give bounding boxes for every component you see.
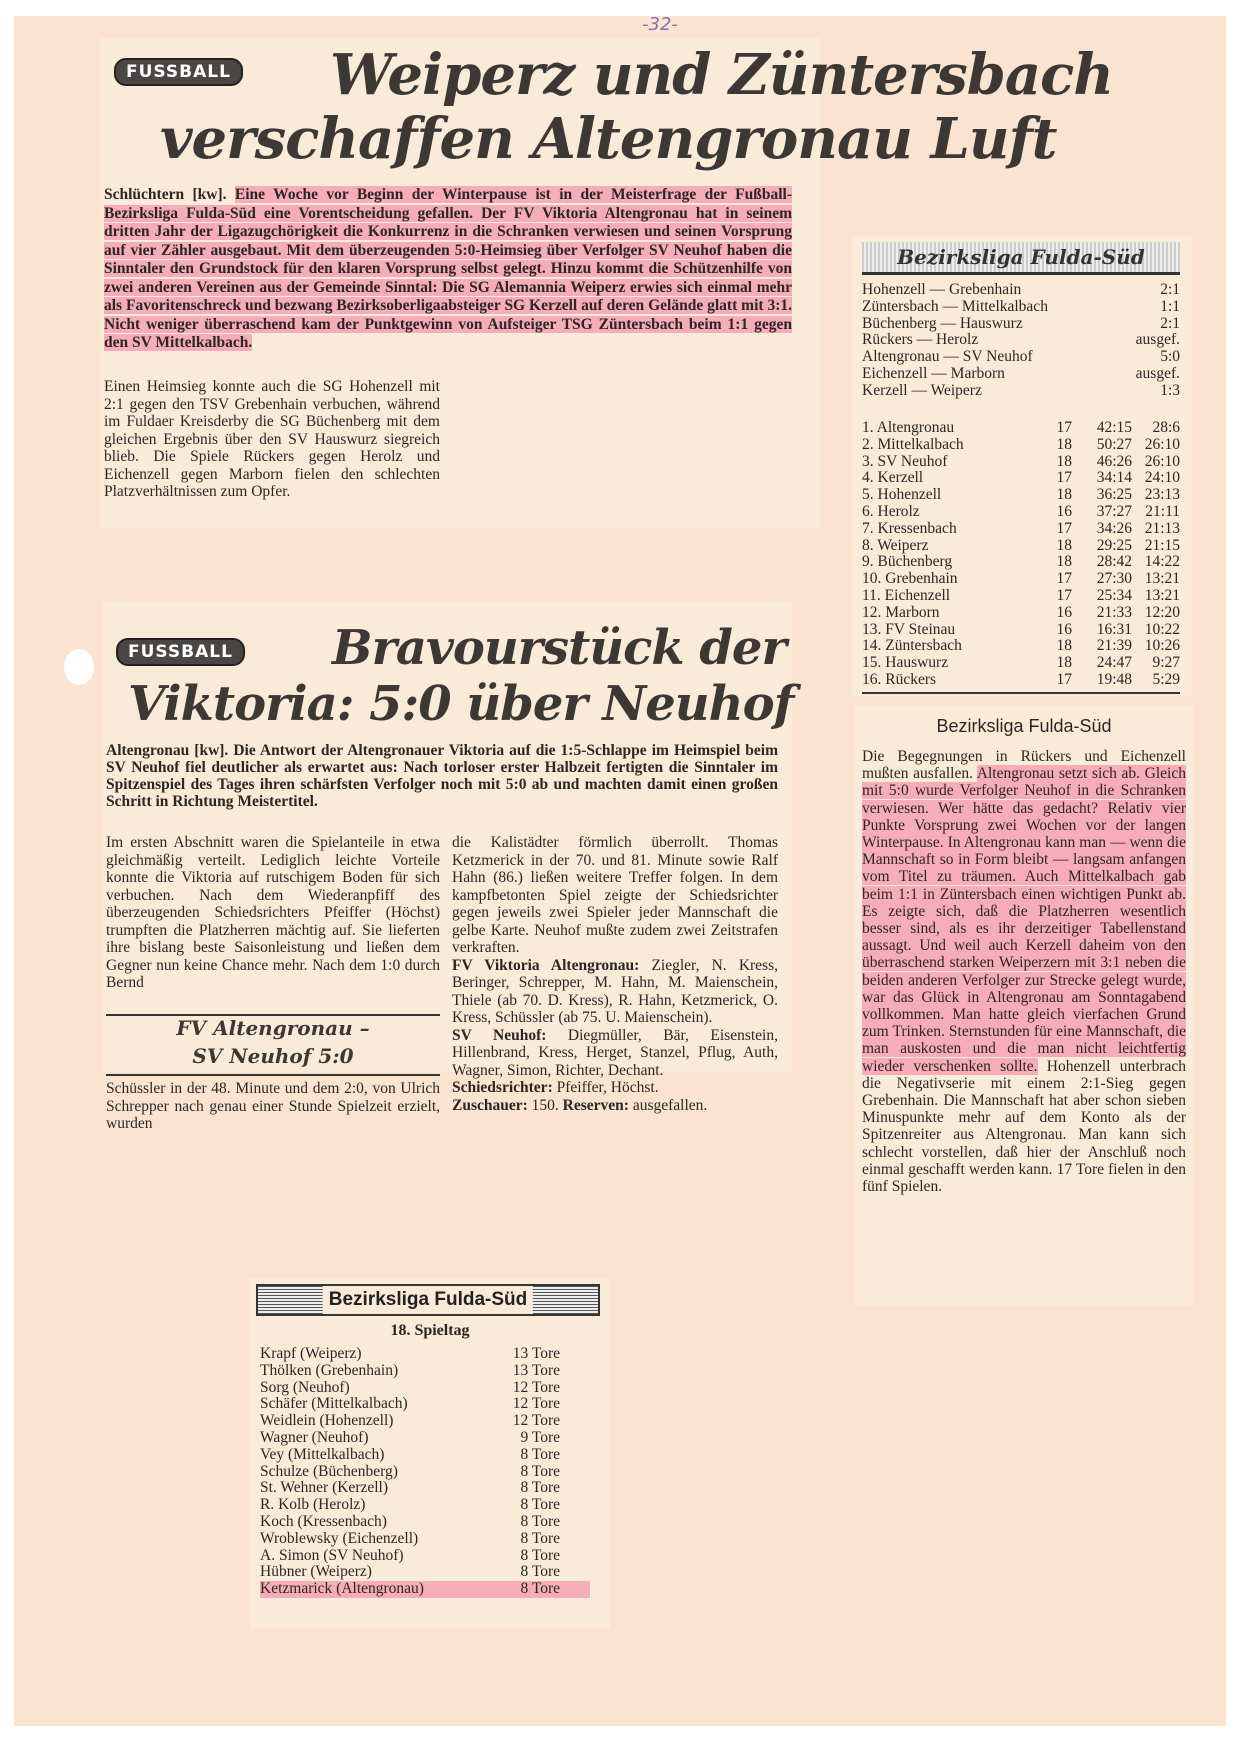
team: 5. Hohenzell [862, 486, 942, 504]
dateline: Schlüchtern [kw]. [104, 186, 227, 203]
games: 18 [1056, 486, 1072, 504]
scorer-name: Vey (Mittelkalbach) [260, 1445, 385, 1463]
scorers-subtitle: 18. Spieltag [390, 1322, 470, 1339]
match: Altengronau — SV Neuhof [862, 348, 1033, 366]
scorer-row [260, 1564, 590, 1581]
score: 1:1 [1160, 297, 1180, 315]
scorer-row [260, 1531, 590, 1548]
scorer-name: Weidlein (Hohenzell) [260, 1412, 394, 1430]
scorer-goals: 12 Tore [512, 1378, 560, 1396]
games: 16 [1056, 620, 1072, 638]
article-3-text [862, 748, 1186, 1195]
games: 17 [1056, 670, 1072, 688]
headline-line-1: Weiperz und Züntersbach [330, 42, 1113, 108]
referee: Pfeiffer, Höchst. [556, 1079, 659, 1096]
points: 13:21 [1144, 570, 1180, 588]
score: 2:1 [1160, 281, 1180, 298]
result-row [862, 349, 1180, 366]
standings-row [862, 655, 1180, 672]
standings-row [862, 420, 1180, 437]
column-2-text [452, 834, 778, 1114]
subhead-line-2: SV Neuhof 5:0 [192, 1044, 354, 1068]
article-3-clipping [854, 706, 1194, 1306]
punch-hole [64, 649, 94, 685]
goals: 29:25 [1096, 536, 1132, 554]
goals: 36:25 [1096, 486, 1132, 504]
scorer-goals: 8 Tore [520, 1529, 560, 1547]
scorer-name: Ketzmarick (Altengronau) [260, 1580, 424, 1598]
score: 2:1 [1160, 314, 1180, 332]
standings-row [862, 622, 1180, 639]
games: 17 [1056, 419, 1072, 436]
lead-paragraph [106, 742, 778, 810]
scorer-goals: 8 Tore [520, 1462, 560, 1480]
lineup-neuhof-label: SV Neuhof: [452, 1026, 547, 1044]
games: 18 [1056, 654, 1072, 672]
points: 13:21 [1144, 586, 1180, 604]
scorer-row [260, 1380, 590, 1397]
goals: 50:27 [1096, 435, 1132, 453]
team: 13. FV Steinau [862, 620, 956, 638]
goals: 42:15 [1096, 419, 1132, 436]
subhead-line-1: FV Altengronau – [176, 1016, 370, 1040]
scorer-goals: 8 Tore [520, 1546, 560, 1564]
referee-label: Schiedsrichter: [452, 1079, 553, 1096]
team: 7. Kressenbach [862, 519, 957, 537]
match: Hohenzell — Grebenhain [862, 281, 1022, 298]
team: 1. Altengronau [862, 419, 955, 436]
lineup-altengronau-label: FV Viktoria Altengronau: [452, 956, 640, 974]
results-clipping [852, 236, 1192, 696]
section-badge: FUSSBALL [116, 638, 245, 666]
standings-row [862, 538, 1180, 555]
team: 10. Grebenhain [862, 570, 958, 588]
games: 18 [1056, 435, 1072, 453]
team: 12. Marborn [862, 603, 940, 621]
standings-row [862, 437, 1180, 454]
goals: 21:33 [1096, 603, 1132, 621]
games: 17 [1056, 469, 1072, 487]
points: 23:13 [1144, 486, 1180, 504]
scorer-goals: 8 Tore [520, 1479, 560, 1497]
goals: 25:34 [1096, 586, 1132, 604]
points: 26:10 [1144, 452, 1180, 470]
scorer-name: Koch (Kressenbach) [260, 1512, 387, 1530]
goals: 19:48 [1096, 670, 1132, 688]
scorer-row [260, 1447, 590, 1464]
page-mark: -32- [642, 14, 678, 35]
scorer-goals: 13 Tore [512, 1345, 560, 1362]
scorer-name: Hübner (Weiperz) [260, 1563, 372, 1581]
column-1-text-a: Im ersten Abschnitt waren die Spielanteile in etwa gleichmäßig verteilt. Lediglich leichte Vorteile konnte die Viktoria auf rutschigem Boden für sich verbuchen. Nach dem Wiederanpfiff des überzeugenden Schiedsrichters Pfeiffer (Höchst) trumpften die Platzherren mächtig auf. Sie lieferten ihre bislang beste Saisonleistung und ließen dem Gegner nun keine Chance mehr. Nach dem 1:0 durch Bernd [106, 834, 440, 991]
score: ausgef. [1135, 364, 1180, 382]
standings-row [862, 571, 1180, 588]
lead-paragraph [104, 186, 792, 353]
goals: 24:47 [1096, 654, 1132, 672]
team: 8. Weiperz [862, 536, 929, 554]
scorer-goals: 12 Tore [512, 1412, 560, 1430]
scorer-row [260, 1548, 590, 1565]
scorer-row [260, 1497, 590, 1514]
games: 16 [1056, 502, 1072, 520]
goals: 34:14 [1096, 469, 1132, 487]
divider [862, 692, 1180, 694]
points: 9:27 [1152, 654, 1180, 672]
lineup-altengronau: Ziegler, N. Kress, Beringer, Schrepper, M. Hahn, M. Maienschein, Thiele (ab 70. D. Kress), R. Hahn, Ketzmerick, O. Kress, Schüssler (ab 75. U. Maienschein). [452, 956, 778, 1026]
goals: 34:26 [1096, 519, 1132, 537]
result-row [862, 332, 1180, 349]
article-3-title: Bezirksliga Fulda-Süd [936, 716, 1112, 736]
scorer-name: Wroblewsky (Eichenzell) [260, 1529, 419, 1547]
points: 10:22 [1144, 620, 1180, 638]
match: Rückers — Herolz [862, 331, 979, 349]
goals: 37:27 [1096, 502, 1132, 520]
divider [106, 1074, 440, 1076]
points: 5:29 [1152, 670, 1180, 688]
scorer-row [260, 1480, 590, 1497]
team: 6. Herolz [862, 502, 920, 520]
points: 10:26 [1144, 637, 1180, 655]
scorer-name: Thölken (Grebenhain) [260, 1361, 399, 1379]
scorer-name: R. Kolb (Herolz) [260, 1496, 366, 1514]
points: 21:13 [1144, 519, 1180, 537]
reserves-label: Reserven: [562, 1096, 629, 1114]
standings-row [862, 487, 1180, 504]
result-row [862, 316, 1180, 333]
text-plain-start: Die Begegnungen in Rückers und Eichenzell mußten ausfallen. [862, 748, 1186, 783]
team: 2. Mittelkalbach [862, 435, 964, 453]
scorer-row [260, 1413, 590, 1430]
scorer-goals: 8 Tore [520, 1512, 560, 1530]
scorer-row [260, 1363, 590, 1380]
standings-row [862, 672, 1180, 689]
games: 17 [1056, 586, 1072, 604]
result-row [862, 282, 1180, 299]
goals: 16:31 [1096, 620, 1132, 638]
scorer-name: Sorg (Neuhof) [260, 1378, 350, 1396]
team: 11. Eichenzell [862, 586, 951, 604]
scorer-row [260, 1514, 590, 1531]
results-list [862, 282, 1180, 400]
match: Züntersbach — Mittelkalbach [862, 297, 1048, 315]
column-2-paragraph: die Kalistädter förmlich überrollt. Thomas Ketzmerick in der 70. und 81. Minute sowie Ralf Hahn (86.) ließen weitere Treffer folgen. In dem kampfbetonten Spiel zeigte der Schiedsrichter gegen jeweils zwei Spieler jeder Mannschaft die gelbe Karte. Neuhof mußte zudem zwei Zeitstrafen verkraften. [452, 834, 778, 956]
team: 15. Hauswurz [862, 654, 949, 672]
points: 28:6 [1152, 419, 1180, 436]
team: 14. Züntersbach [862, 637, 962, 655]
standings-row [862, 470, 1180, 487]
headline-line-1: Bravourstück der [332, 620, 786, 676]
scorer-row [260, 1430, 590, 1447]
scorers-clipping [250, 1278, 610, 1628]
match: Eichenzell — Marborn [862, 364, 1005, 382]
scorer-goals: 8 Tore [520, 1445, 560, 1463]
standings-row [862, 588, 1180, 605]
standings-row [862, 454, 1180, 471]
match: Büchenberg — Hauswurz [862, 314, 1023, 332]
goals: 46:26 [1096, 452, 1132, 470]
games: 18 [1056, 452, 1072, 470]
paper-sheet [14, 16, 1226, 1726]
games: 18 [1056, 553, 1072, 571]
team: 4. Kerzell [862, 469, 924, 487]
scorer-name: Krapf (Weiperz) [260, 1345, 362, 1362]
score: ausgef. [1135, 331, 1180, 349]
scorer-name: Schulze (Büchenberg) [260, 1462, 398, 1480]
scorers-list [260, 1346, 590, 1598]
body-paragraph: Einen Heimsieg konnte auch die SG Hohenzell mit 2:1 gegen den TSV Grebenhain verbuchen, während im Fuldaer Kreisderby die SG Büchenberg mit dem gleichen Ergebnis über den SV Hauswurz siegreich blieb. Die Spiele Rückers gegen Herolz und Eichenzell gegen Marborn fielen den schlechten Platzverhältnissen zum Opfer. [104, 378, 440, 500]
headline-line-2: Viktoria: 5:0 über Neuhof [128, 676, 794, 732]
points: 12:20 [1144, 603, 1180, 621]
scorer-row [260, 1581, 590, 1598]
scorer-row [260, 1396, 590, 1413]
points: 14:22 [1144, 553, 1180, 571]
goals: 28:42 [1096, 553, 1132, 571]
match: Kerzell — Weiperz [862, 381, 982, 399]
points: 26:10 [1144, 435, 1180, 453]
lineup-neuhof: Diegmüller, Bär, Eisenstein, Hillenbrand, Kress, Herget, Stanzel, Pflug, Auth, Wagner, Simon, Richter, Dechant. [452, 1026, 778, 1079]
headline-line-2: verschaffen Altengronau Luft [160, 106, 1057, 172]
points: 21:15 [1144, 536, 1180, 554]
scorer-goals: 9 Tore [520, 1428, 560, 1446]
results-title: Bezirksliga Fulda-Süd [862, 242, 1180, 275]
standings-row [862, 605, 1180, 622]
games: 17 [1056, 570, 1072, 588]
scorer-name: Schäfer (Mittelkalbach) [260, 1395, 408, 1413]
scorer-name: St. Wehner (Kerzell) [260, 1479, 389, 1497]
team: 16. Rückers [862, 670, 937, 688]
spectators-label: Zuschauer: [452, 1096, 528, 1114]
scorer-goals: 8 Tore [520, 1580, 560, 1598]
scorers-header [256, 1284, 600, 1316]
standings-row [862, 554, 1180, 571]
scorer-name: Wagner (Neuhof) [260, 1428, 369, 1446]
points: 21:11 [1145, 502, 1180, 520]
games: 18 [1056, 536, 1072, 554]
scorer-goals: 13 Tore [512, 1361, 560, 1379]
games: 17 [1056, 519, 1072, 537]
games: 16 [1056, 603, 1072, 621]
lead-text: Die Antwort der Altengronauer Viktoria auf die 1:5-Schlappe im Heimspiel beim SV Neuhof fiel deutlicher als erwartet aus: Nach torloser erster Halbzeit fertigten die Sinntaler im Spitzenspiel des Tages ihren schärfsten Verfolger noch mit 5:0 ab und machten damit einen großen Schritt in Richtung Meistertitel. [106, 742, 779, 810]
scorer-goals: 8 Tore [520, 1563, 560, 1581]
reserves: ausgefallen. [632, 1096, 708, 1114]
scorer-goals: 12 Tore [512, 1395, 560, 1413]
goals: 21:39 [1096, 637, 1132, 655]
goals: 27:30 [1096, 570, 1132, 588]
scorer-row [260, 1346, 590, 1363]
points: 24:10 [1144, 469, 1180, 487]
scorer-name: A. Simon (SV Neuhof) [260, 1546, 404, 1564]
scorers-title: Bezirksliga Fulda-Süd [323, 1286, 533, 1314]
score: 5:0 [1160, 348, 1180, 366]
team: 9. Büchenberg [862, 553, 953, 571]
lead-text: Eine Woche vor Beginn der Winterpause ist in der Meisterfrage der Fußball-Bezirksliga Fulda-Süd eine Vorentscheidung gefallen. Der FV Viktoria Altengronau hat in seinem dritten Jahr der Ligazugchörigkeit die Konkurrenz in die Schranken verwiesen und seinen Vorsprung auf vier Zähler ausgebaut. Mit dem überzeugenden 5:0-Heimsieg über Verfolger SV Neuhof haben die Sinntaler den Grundstock für den klaren Vorsprung selbst gelegt. Hinzu kommt die Schützenhilfe von zwei anderen Vereinen aus der Gemeinde Sinntal: Die SG Alemannia Weiperz erwies sich einmal mehr als Favoritenschreck und bezwang Bezirksoberligaabsteiger SG Kerzell auf deren Gelände glatt mit 3:1. Nicht weniger überraschend kam der Punktgewinn von Aufsteiger TSG Züntersbach beim 1:1 gegen den SV Mittelkalbach. [104, 186, 792, 351]
standings-row [862, 638, 1180, 655]
scorer-goals: 8 Tore [520, 1496, 560, 1514]
result-row [862, 366, 1180, 383]
section-badge: FUSSBALL [114, 58, 243, 86]
dateline: Altengronau [kw]. [106, 742, 229, 759]
team: 3. SV Neuhof [862, 452, 948, 470]
text-plain-end: Hohenzell unterbrach die Negativserie mit einem 2:1-Sieg gegen Grebenhain. Die Mannschaft hat aber schon sieben Minuspunkte mehr auf dem Konto als der Spitzenreiter aus Altengronau. Man kann sich schlecht vorstellen, daß hier der Anschluß noch einmal geschafft werden kann. 17 Tore fielen in den fünf Spielen. [862, 1057, 1186, 1196]
standings-table [862, 420, 1180, 689]
games: 18 [1056, 637, 1072, 655]
score: 1:3 [1160, 381, 1180, 399]
result-row [862, 383, 1180, 400]
standings-row [862, 521, 1180, 538]
standings-row [862, 504, 1180, 521]
scorer-row [260, 1464, 590, 1481]
column-1-text-b: Schüssler in der 48. Minute und dem 2:0, von Ulrich Schrepper nach genau einer Stunde Spielzeit erzielt, wurden [106, 1080, 440, 1132]
result-row [862, 299, 1180, 316]
spectators: 150. [531, 1096, 559, 1114]
article-2-clipping [102, 602, 794, 1132]
text-highlighted: Altengronau setzt sich ab. Gleich mit 5:0 wurde Verfolger Neuhof in die Schranken verwiesen. Wer hätte das gedacht? Relativ vier Punkte Vorsprung zwei Wochen vor der langen Winterpause. In Altengronau kann man — wenn die Mannschaft so in Form bleibt — langsam anfangen vom Titel zu träumen. Auch Mittelkalbach gab beim 1:1 in Züntersbach einen wichtigen Punkt ab. Es zeigte sich, daß die Platzherren wesentlich besser sind, als es ihr derzeitiger Tabellenstand aussagt. Und weil auch Kerzell daheim von den überraschend starken Weiperzern mit 3:1 neben die beiden anderen Verfolger zur Strecke gelegt wurde, war das Glück in Altengronau am Sonntagabend vollkommen. Man hatte gleich vierfachen Grund zum Trinken. Sternstunden für eine Mannschaft, die man auskosten und die man nicht leichtfertig wieder verschenken sollte. [862, 765, 1186, 1075]
